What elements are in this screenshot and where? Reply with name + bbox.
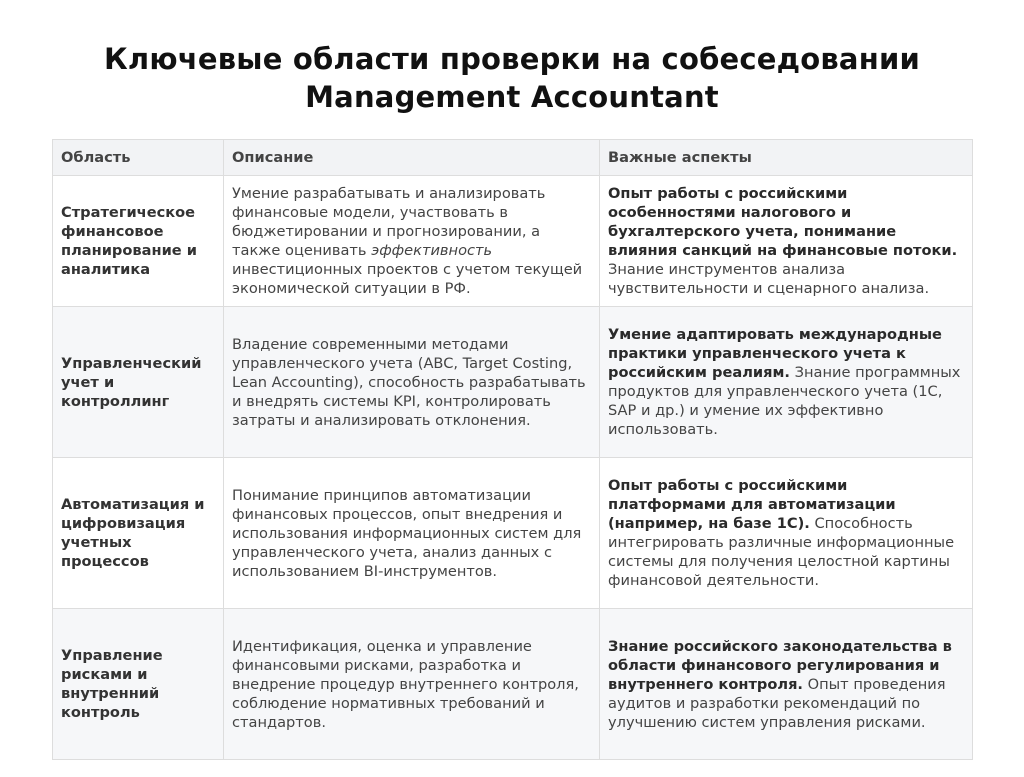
cell-description <box>224 176 600 307</box>
interview-areas-table <box>52 139 973 760</box>
aspects-text: Знание инструментов анализа чувствительности и сценарного анализа. <box>608 261 930 297</box>
cell-area: Автоматизация и цифровизация учетных процессов <box>53 458 224 609</box>
description-text: Умение разрабатывать и анализировать финансовые модели, участвовать в бюджетировании и прогнозировании, а также оценивать <box>232 185 546 259</box>
table-row <box>53 307 973 458</box>
aspects-text: Способность интегрировать различные информационные системы для получения целостной картины финансовой деятельности. <box>608 515 955 589</box>
cell-description <box>224 609 600 760</box>
cell-area: Управление рисками и внутренний контроль <box>53 609 224 760</box>
description-text-end: инвестиционных проектов с учетом текущей экономической ситуации в РФ. <box>232 261 583 297</box>
table-row <box>53 176 973 307</box>
header-description: Описание <box>224 140 600 176</box>
aspects-bold-text: Опыт работы с российскими особенностями налогового и бухгалтерского учета, понимание влияния санкций на финансовые потоки. <box>608 185 958 259</box>
cell-description <box>224 458 600 609</box>
aspects-bold-text: Знание российского законодательства в области финансового регулирования и внутреннего контроля. <box>608 637 952 693</box>
description-text: Идентификация, оценка и управление финансовыми рисками, разработка и внедрение процедур внутреннего контроля, соблюдение нормативных требований и стандартов. <box>232 637 579 731</box>
table-row <box>53 458 973 609</box>
aspects-bold-text: Опыт работы с российскими платформами для автоматизации (например, на базе 1С). <box>608 477 896 532</box>
cell-area: Управленческий учет и контроллинг <box>53 307 224 458</box>
description-italic-text: эффективность <box>371 242 493 259</box>
table-row <box>53 609 973 760</box>
page-title-line-2: Management Accountant <box>305 80 719 114</box>
description-text: Понимание принципов автоматизации финансовых процессов, опыт внедрения и использования информационных систем для управленческого учета, анализ данных с использованием BI-инструментов. <box>232 486 582 580</box>
cell-aspects <box>600 176 973 307</box>
cell-aspects <box>600 609 973 760</box>
cell-description <box>224 307 600 458</box>
aspects-text: Опыт проведения аудитов и разработки рекомендаций по улучшению систем управления рисками. <box>608 675 946 731</box>
cell-aspects <box>600 458 973 609</box>
page-title-line-1: Ключевые области проверки на собеседовании <box>104 42 920 76</box>
header-aspects: Важные аспекты <box>600 140 973 176</box>
cell-area: Стратегическое финансовое планирование и аналитика <box>53 176 224 307</box>
aspects-bold-text: Умение адаптировать международные практики управленческого учета к российским реалиям. <box>608 326 942 381</box>
page-title <box>0 40 1024 116</box>
header-area: Область <box>53 140 224 176</box>
cell-aspects <box>600 307 973 458</box>
aspects-text: Знание программных продуктов для управленческого учета (1С, SAP и др.) и умение их эффективно использовать. <box>608 364 961 438</box>
table-header-row <box>53 140 973 176</box>
description-text: Владение современными методами управленческого учета (ABC, Target Costing, Lean Accounting), способность разрабатывать и внедрять системы KPI, контролировать затраты и анализировать отклонения. <box>232 335 586 429</box>
